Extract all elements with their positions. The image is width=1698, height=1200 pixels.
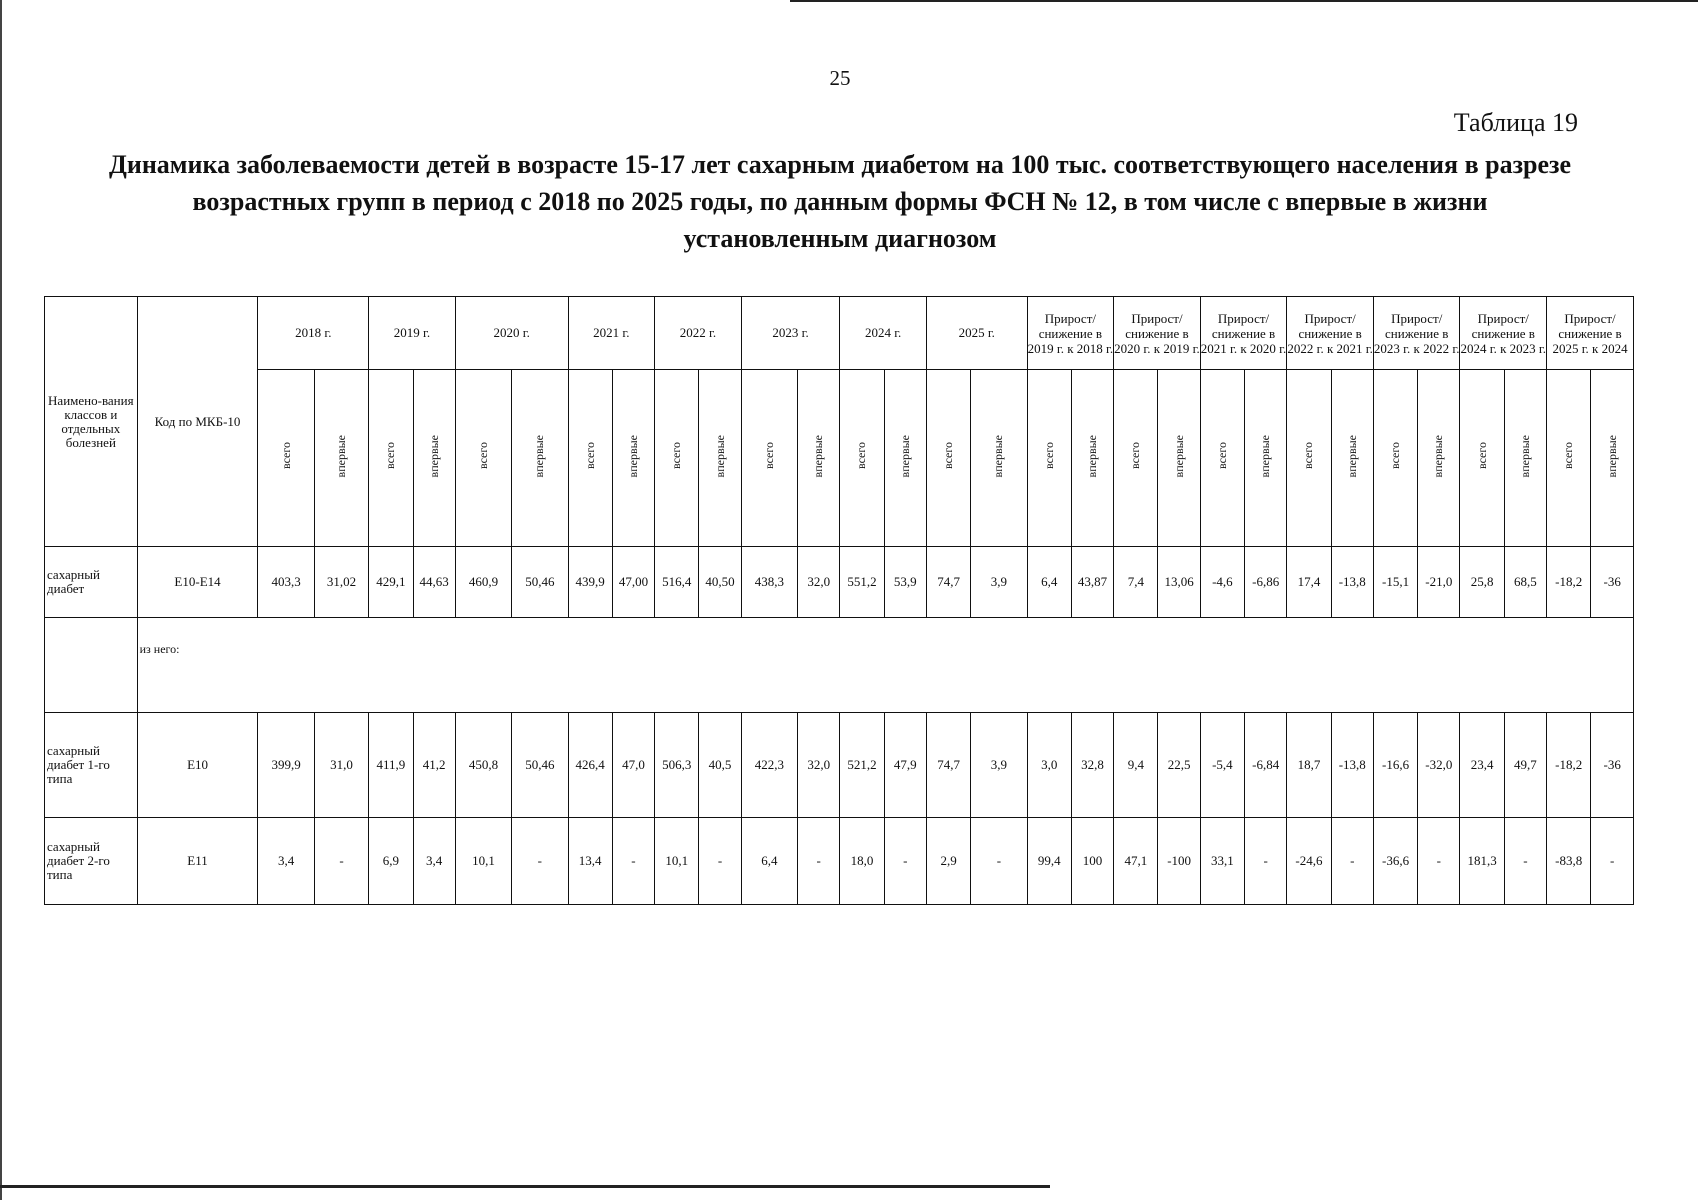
value-cell: 31,02 — [314, 547, 368, 618]
value-cell: - — [1504, 818, 1546, 905]
header-year: 2025 г. — [926, 297, 1027, 370]
value-cell: 50,46 — [512, 547, 568, 618]
value-cell: 411,9 — [369, 713, 413, 818]
value-cell: 422,3 — [741, 713, 797, 818]
icd-code-cell: E10 — [137, 713, 258, 818]
value-cell: 7,4 — [1114, 547, 1158, 618]
value-cell: 429,1 — [369, 547, 413, 618]
value-cell: - — [971, 818, 1027, 905]
table-row — [45, 547, 1634, 618]
value-cell: -4,6 — [1200, 547, 1244, 618]
value-cell: 43,87 — [1071, 547, 1113, 618]
icd-code-cell: E11 — [137, 818, 258, 905]
value-cell: 6,4 — [1027, 547, 1071, 618]
header-year: 2021 г. — [568, 297, 655, 370]
disease-name-cell: сахарный диабет 2-го типа — [45, 818, 138, 905]
header-subcol-text: впервые — [811, 434, 826, 478]
header-icd-code: Код по МКБ-10 — [137, 297, 258, 547]
header-subcol-first — [1071, 370, 1113, 547]
value-cell: 74,7 — [926, 547, 970, 618]
header-row-subcolumns — [45, 370, 1634, 547]
value-cell: 3,0 — [1027, 713, 1071, 818]
header-change: Прирост/ снижение в 2024 г. к 2023 г. — [1460, 297, 1547, 370]
value-cell: 10,1 — [655, 818, 699, 905]
value-cell: 13,06 — [1158, 547, 1200, 618]
header-subcol-text: всего — [582, 442, 597, 470]
header-subcol-text: всего — [278, 442, 293, 470]
header-change: Прирост/ снижение в 2020 г. к 2019 г. — [1114, 297, 1201, 370]
value-cell: 41,2 — [413, 713, 455, 818]
header-subcol-text: всего — [761, 442, 776, 470]
value-cell: 426,4 — [568, 713, 612, 818]
header-subcol-total — [655, 370, 699, 547]
header-subcol-text: всего — [475, 442, 490, 470]
value-cell: -36 — [1591, 547, 1634, 618]
header-subcol-total — [455, 370, 511, 547]
header-subcol-first — [884, 370, 926, 547]
value-cell: 13,4 — [568, 818, 612, 905]
header-subcol-text: всего — [383, 442, 398, 470]
value-cell: 521,2 — [840, 713, 884, 818]
header-subcol-first — [798, 370, 840, 547]
header-subcol-first — [612, 370, 654, 547]
table-row — [45, 818, 1634, 905]
value-cell: 40,5 — [699, 713, 741, 818]
value-cell: -83,8 — [1547, 818, 1591, 905]
value-cell: 3,9 — [971, 547, 1027, 618]
value-cell: 68,5 — [1504, 547, 1546, 618]
header-subcol-text: впервые — [1344, 434, 1359, 478]
header-subcol-total — [1027, 370, 1071, 547]
header-subcol-total — [369, 370, 413, 547]
value-cell: 47,9 — [884, 713, 926, 818]
header-subcol-text: всего — [1214, 442, 1229, 470]
header-subcol-text: впервые — [712, 434, 727, 478]
header-subcol-text: впервые — [426, 434, 441, 478]
value-cell: 47,00 — [612, 547, 654, 618]
header-subcol-first — [512, 370, 568, 547]
value-cell: 22,5 — [1158, 713, 1200, 818]
header-year: 2023 г. — [741, 297, 840, 370]
header-subcol-total — [258, 370, 314, 547]
table-row — [45, 713, 1634, 818]
scan-edge-left — [0, 0, 2, 1200]
value-cell: 53,9 — [884, 547, 926, 618]
value-cell: 18,7 — [1287, 713, 1331, 818]
value-cell: 6,9 — [369, 818, 413, 905]
value-cell: -24,6 — [1287, 818, 1331, 905]
header-subcol-total — [926, 370, 970, 547]
header-subcol-text: всего — [941, 442, 956, 470]
value-cell: 403,3 — [258, 547, 314, 618]
value-cell: - — [1245, 818, 1287, 905]
disease-name-cell: сахарный диабет — [45, 547, 138, 618]
header-subcol-first — [1418, 370, 1460, 547]
header-year: 2020 г. — [455, 297, 568, 370]
value-cell: 47,0 — [612, 713, 654, 818]
header-change: Прирост/ снижение в 2023 г. к 2022 г. — [1373, 297, 1460, 370]
value-cell: 50,46 — [512, 713, 568, 818]
header-subcol-total — [840, 370, 884, 547]
header-subcol-total — [1373, 370, 1417, 547]
icd-code-cell: E10-E14 — [137, 547, 258, 618]
scan-edge-bottom — [0, 1185, 1050, 1188]
table-row-subheading — [45, 618, 1634, 713]
value-cell: 6,4 — [741, 818, 797, 905]
header-subcol-text: всего — [1388, 442, 1403, 470]
value-cell: 181,3 — [1460, 818, 1504, 905]
value-cell: 32,8 — [1071, 713, 1113, 818]
value-cell: 439,9 — [568, 547, 612, 618]
header-change: Прирост/ снижение в 2022 г. к 2021 г. — [1287, 297, 1374, 370]
header-subcol-text: впервые — [1604, 434, 1619, 478]
value-cell: 3,4 — [413, 818, 455, 905]
value-cell: - — [612, 818, 654, 905]
incidence-table — [44, 296, 1634, 905]
header-subcol-text: впервые — [625, 434, 640, 478]
header-subcol-text: всего — [1474, 442, 1489, 470]
value-cell: - — [798, 818, 840, 905]
value-cell: -6,86 — [1245, 547, 1287, 618]
value-cell: -13,8 — [1331, 547, 1373, 618]
header-subcol-first — [1591, 370, 1634, 547]
header-year: 2019 г. — [369, 297, 456, 370]
value-cell: 47,1 — [1114, 818, 1158, 905]
header-year: 2024 г. — [840, 297, 927, 370]
header-subcol-total — [1114, 370, 1158, 547]
value-cell: - — [1591, 818, 1634, 905]
header-subcol-text: всего — [1128, 442, 1143, 470]
header-subcol-text: впервые — [1431, 434, 1446, 478]
header-subcol-first — [1158, 370, 1200, 547]
value-cell: 2,9 — [926, 818, 970, 905]
value-cell: 399,9 — [258, 713, 314, 818]
header-subcol-text: всего — [1301, 442, 1316, 470]
value-cell: -15,1 — [1373, 547, 1417, 618]
value-cell: 551,2 — [840, 547, 884, 618]
value-cell: -36,6 — [1373, 818, 1417, 905]
value-cell: -16,6 — [1373, 713, 1417, 818]
value-cell: 33,1 — [1200, 818, 1244, 905]
header-subcol-text: впервые — [532, 434, 547, 478]
header-subcol-text: впервые — [1171, 434, 1186, 478]
value-cell: 3,4 — [258, 818, 314, 905]
value-cell: 100 — [1071, 818, 1113, 905]
header-subcol-text: впервые — [1258, 434, 1273, 478]
header-subcol-first — [1245, 370, 1287, 547]
value-cell: 18,0 — [840, 818, 884, 905]
value-cell: -6,84 — [1245, 713, 1287, 818]
value-cell: -18,2 — [1547, 547, 1591, 618]
value-cell: 49,7 — [1504, 713, 1546, 818]
value-cell: 32,0 — [798, 547, 840, 618]
value-cell: -13,8 — [1331, 713, 1373, 818]
value-cell: 3,9 — [971, 713, 1027, 818]
disease-name-cell: сахарный диабет 1-го типа — [45, 713, 138, 818]
header-subcol-text: всего — [1561, 442, 1576, 470]
empty-cell — [45, 618, 138, 713]
header-subcol-text: впервые — [991, 434, 1006, 478]
header-change: Прирост/ снижение в 2021 г. к 2020 г. — [1200, 297, 1287, 370]
value-cell: -100 — [1158, 818, 1200, 905]
scan-edge-top — [790, 0, 1698, 2]
header-disease-name: Наимено-вания классов и отдельных болезней — [45, 297, 138, 547]
value-cell: 460,9 — [455, 547, 511, 618]
value-cell: -18,2 — [1547, 713, 1591, 818]
value-cell: - — [884, 818, 926, 905]
header-subcol-total — [1547, 370, 1591, 547]
header-subcol-text: всего — [669, 442, 684, 470]
value-cell: 44,63 — [413, 547, 455, 618]
value-cell: - — [314, 818, 368, 905]
value-cell: 450,8 — [455, 713, 511, 818]
header-year: 2022 г. — [655, 297, 742, 370]
value-cell: 9,4 — [1114, 713, 1158, 818]
header-subcol-first — [314, 370, 368, 547]
header-subcol-text: всего — [1041, 442, 1056, 470]
header-subcol-first — [413, 370, 455, 547]
value-cell: - — [699, 818, 741, 905]
header-subcol-total — [568, 370, 612, 547]
header-year: 2018 г. — [258, 297, 369, 370]
value-cell: 25,8 — [1460, 547, 1504, 618]
value-cell: -5,4 — [1200, 713, 1244, 818]
header-subcol-text: всего — [854, 442, 869, 470]
header-subcol-total — [1200, 370, 1244, 547]
value-cell: 10,1 — [455, 818, 511, 905]
table-label: Таблица 19 — [1453, 108, 1578, 137]
value-cell: - — [1331, 818, 1373, 905]
header-subcol-text: впервые — [1085, 434, 1100, 478]
header-subcol-first — [699, 370, 741, 547]
value-cell: 438,3 — [741, 547, 797, 618]
value-cell: 32,0 — [798, 713, 840, 818]
header-subcol-first — [1331, 370, 1373, 547]
header-subcol-total — [741, 370, 797, 547]
header-subcol-text: впервые — [1517, 434, 1532, 478]
value-cell: -32,0 — [1418, 713, 1460, 818]
value-cell: -21,0 — [1418, 547, 1460, 618]
header-change: Прирост/ снижение в 2019 г. к 2018 г. — [1027, 297, 1114, 370]
header-subcol-text: впервые — [334, 434, 349, 478]
header-subcol-text: впервые — [897, 434, 912, 478]
header-subcol-total — [1460, 370, 1504, 547]
value-cell: 516,4 — [655, 547, 699, 618]
header-row-periods — [45, 297, 1634, 370]
value-cell: 31,0 — [314, 713, 368, 818]
value-cell: -36 — [1591, 713, 1634, 818]
page-number: 25 — [829, 66, 851, 90]
value-cell: - — [512, 818, 568, 905]
header-subcol-total — [1287, 370, 1331, 547]
from-it-label: из него: — [137, 618, 1633, 713]
header-change: Прирост/ снижение в 2025 г. к 2024 — [1547, 297, 1634, 370]
value-cell: 74,7 — [926, 713, 970, 818]
document-title: Динамика заболеваемости детей в возрасте 15-17 лет сахарным диабетом на 100 тыс. соответствующего населения в разрезе возрастных групп в период с 2018 по 2025 годы, по данным формы ФСН № 12, в том числе с впервые в жизни установленным диагнозом — [108, 150, 1572, 253]
value-cell: 99,4 — [1027, 818, 1071, 905]
value-cell: 40,50 — [699, 547, 741, 618]
value-cell: 506,3 — [655, 713, 699, 818]
value-cell: 17,4 — [1287, 547, 1331, 618]
header-subcol-first — [971, 370, 1027, 547]
header-subcol-first — [1504, 370, 1546, 547]
value-cell: - — [1418, 818, 1460, 905]
value-cell: 23,4 — [1460, 713, 1504, 818]
